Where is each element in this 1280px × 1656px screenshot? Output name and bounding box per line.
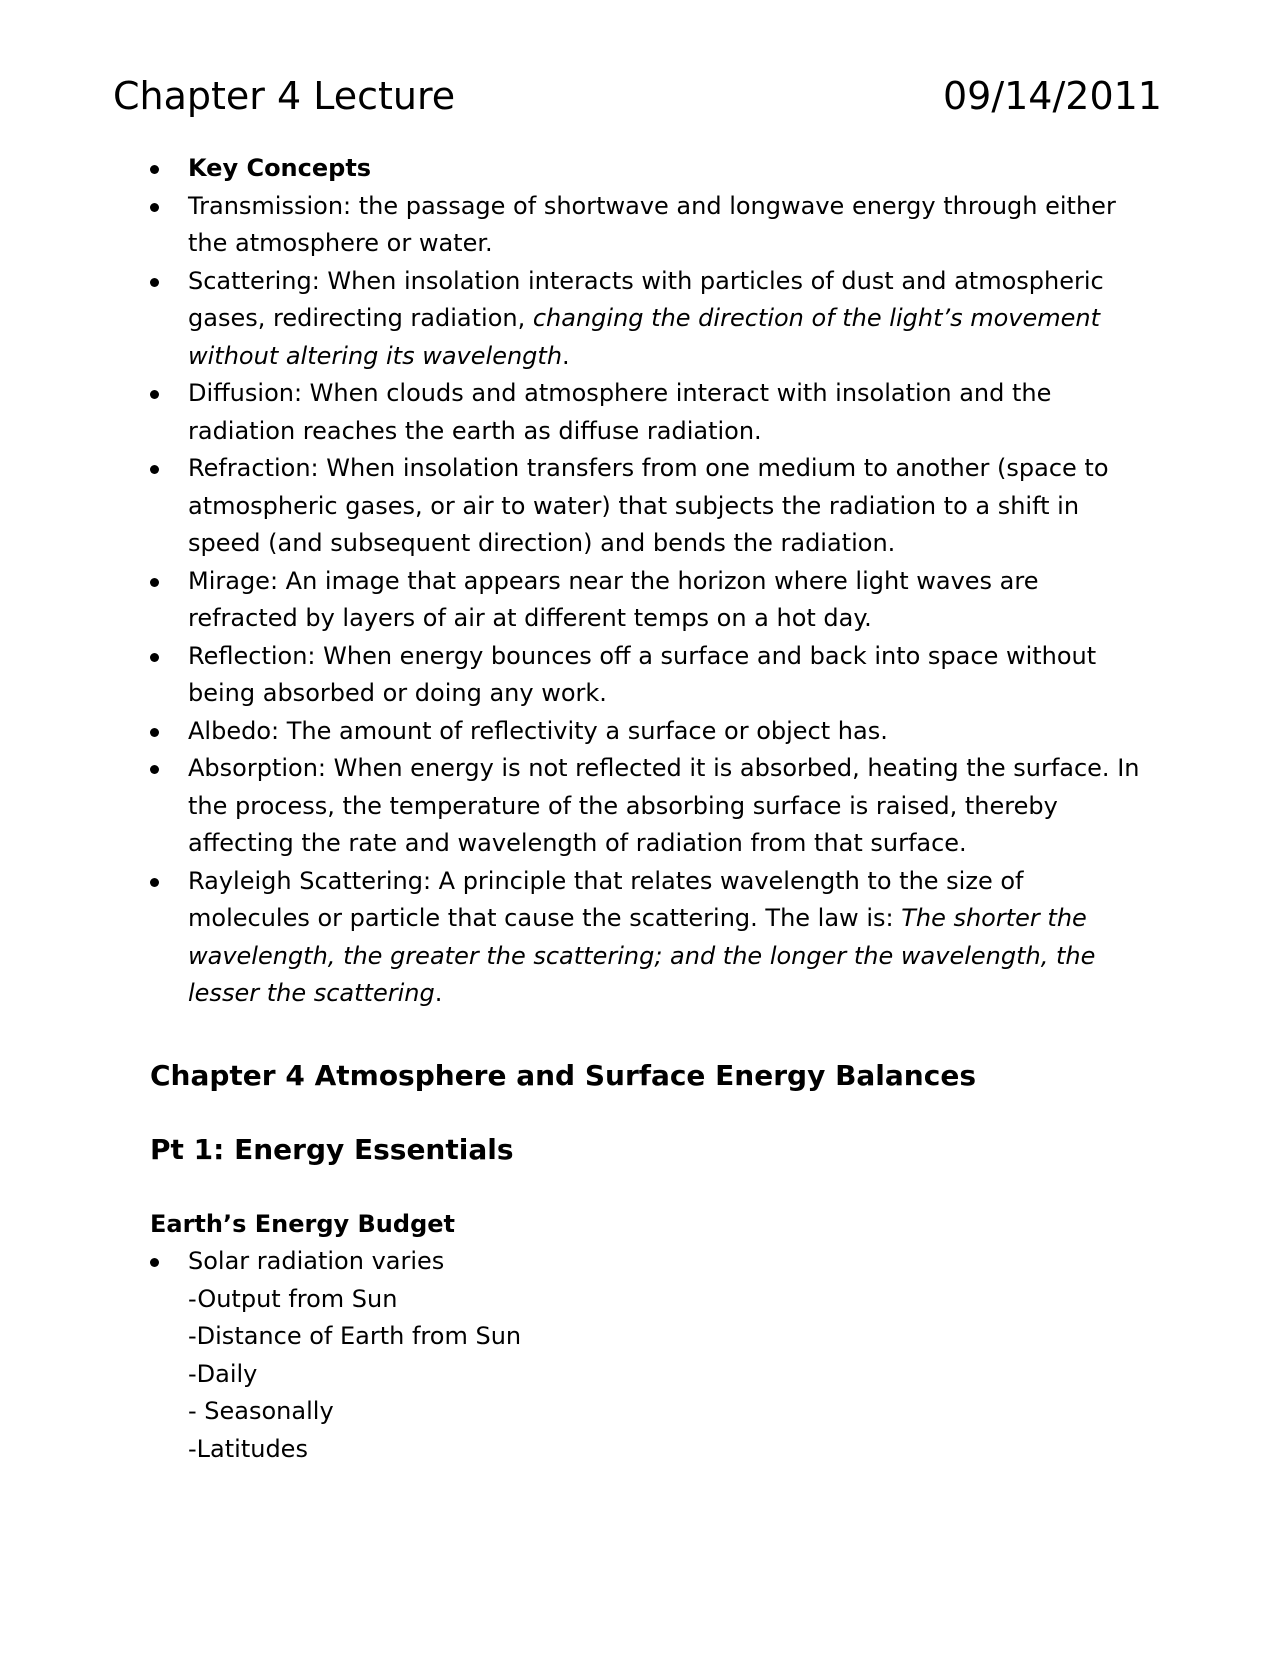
refraction-definition: Refraction: When insolation transfers from one medium to another (space to atmospheric gases, or air to water) that subjects the radiation to a shift in speed (and subsequent direction) and bends the radiation. — [188, 454, 1109, 557]
bullet-dot-icon — [150, 278, 159, 287]
bullet-dot-icon — [150, 728, 159, 737]
part-heading: Pt 1: Energy Essentials — [150, 1132, 514, 1166]
bullet-dot-icon — [150, 765, 159, 774]
bullet-dot-icon — [150, 465, 159, 474]
chapter-heading: Chapter 4 Atmosphere and Surface Energy Balances — [150, 1058, 976, 1092]
energy-budget-list — [150, 1243, 1140, 1468]
page-title: Chapter 4 Lecture — [113, 74, 456, 118]
list-item — [150, 563, 1140, 638]
scattering-end: . — [562, 341, 570, 370]
sub-item: -Daily — [188, 1359, 258, 1388]
bullet-dot-icon — [150, 1258, 159, 1267]
scattering-definition: Scattering: When insolation interacts with particles of dust and atmospheric gases, redirecting radiation, — [188, 266, 1104, 332]
list-item — [150, 638, 1140, 713]
sub-item: -Latitudes — [188, 1434, 308, 1463]
list-item — [150, 375, 1140, 450]
rayleigh-end: . — [434, 979, 443, 1007]
list-item — [150, 450, 1140, 563]
list-item — [150, 263, 1140, 376]
bullet-dot-icon — [150, 653, 159, 662]
albedo-definition: Albedo: The amount of reflectivity a surface or object has. — [188, 716, 888, 745]
bullet-dot-icon — [150, 878, 159, 887]
list-item — [150, 750, 1140, 863]
sub-item: -Output from Sun — [188, 1284, 398, 1313]
list-item — [150, 713, 1140, 751]
rayleigh-law: The shorter the wavelength, the greater the scattering; and the longer the wavelength, the lesser the scattering — [188, 904, 1096, 1007]
scattering-emphasis: changing the direction of the light’s movement without altering its wavelength — [188, 304, 1101, 370]
absorption-definition: Absorption: When energy is not reflected it is absorbed, heating the surface. In the process, the temperature of the absorbing surface is raised, thereby affecting the rate and wavelength of radiation from that surface. — [188, 754, 1140, 857]
reflection-definition: Reflection: When energy bounces off a surface and back into space without being absorbed or doing any work. — [188, 641, 1097, 707]
page-date: 09/14/2011 — [942, 74, 1162, 118]
rayleigh-definition: Rayleigh Scattering: A principle that relates wavelength to the size of molecules or particle that cause the scattering. The law is: — [188, 866, 1024, 932]
bullet-dot-icon — [150, 578, 159, 587]
sub-item: - Seasonally — [188, 1397, 334, 1425]
key-concepts-heading: Key Concepts — [188, 154, 372, 182]
list-item — [150, 150, 1140, 188]
solar-radiation-item: Solar radiation varies — [188, 1247, 445, 1275]
list-item — [150, 188, 1140, 263]
bullet-dot-icon — [150, 390, 159, 399]
list-item — [150, 1243, 1140, 1468]
transmission-definition: Transmission: the passage of shortwave and longwave energy through either the atmosphere or water. — [188, 191, 1116, 257]
document-body — [150, 150, 1140, 1468]
diffusion-definition: Diffusion: When clouds and atmosphere interact with insolation and the radiation reaches the earth as diffuse radiation. — [188, 379, 1052, 445]
mirage-definition: Mirage: An image that appears near the horizon where light waves are refracted by layers of air at different temps on a hot day. — [188, 566, 1039, 632]
key-concepts-list — [150, 150, 1140, 1013]
sub-item: -Distance of Earth from Sun — [188, 1322, 522, 1350]
list-item — [150, 863, 1140, 1013]
energy-budget-heading: Earth’s Energy Budget — [150, 1209, 456, 1238]
bullet-dot-icon — [150, 203, 159, 212]
bullet-dot-icon — [150, 165, 159, 174]
